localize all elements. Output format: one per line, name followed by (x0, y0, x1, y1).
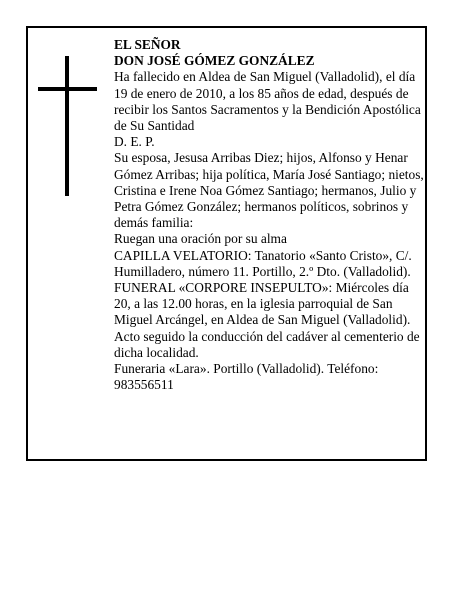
rip-line: D. E. P. (114, 134, 155, 150)
chapel-paragraph: CAPILLA VELATORIO: Tanatorio «Santo Cristo», C/. Humilladero, número 11. Portillo, 2.º Dto. (Valladolid). (114, 247, 412, 279)
announcement-paragraph: Ha fallecido en Aldea de San Miguel (Valladolid), el día 19 de enero de 2010, a los 85 años de edad, después de recibir los Santos Sacramentos y la Bendición Apostólica de Su Santidad (114, 69, 421, 134)
family-paragraph: Su esposa, Jesusa Arribas Diez; hijos, Alfonso y Henar Gómez Arribas; hija política, María José Santiago; nietos, Cristina e Irene Noa Gómez Santiago; hermanos, Julio y Petra Gómez González; hermanos políticos, sobrinos y demás familia: (114, 150, 424, 231)
notice-title: EL SEÑOR (114, 37, 181, 52)
notice-text (114, 37, 424, 393)
funeral-home-paragraph: Funeraria «Lara». Portillo (Valladolid). Teléfono: 983556511 (114, 361, 379, 393)
deceased-name: DON JOSÉ GÓMEZ GONZÁLEZ (114, 53, 315, 69)
cross-icon (65, 56, 69, 196)
cross-icon-bar (38, 87, 97, 91)
prayer-line: Ruegan una oración por su alma (114, 231, 287, 247)
funeral-paragraph: FUNERAL «CORPORE INSEPULTO»: Miércoles día 20, a las 12.00 horas, en la iglesia parroquial de San Miguel Arcángel, en Aldea de San Miguel (Valladolid). Acto seguido la conducción del cadáver al cementerio de dicha localidad. (114, 280, 420, 360)
